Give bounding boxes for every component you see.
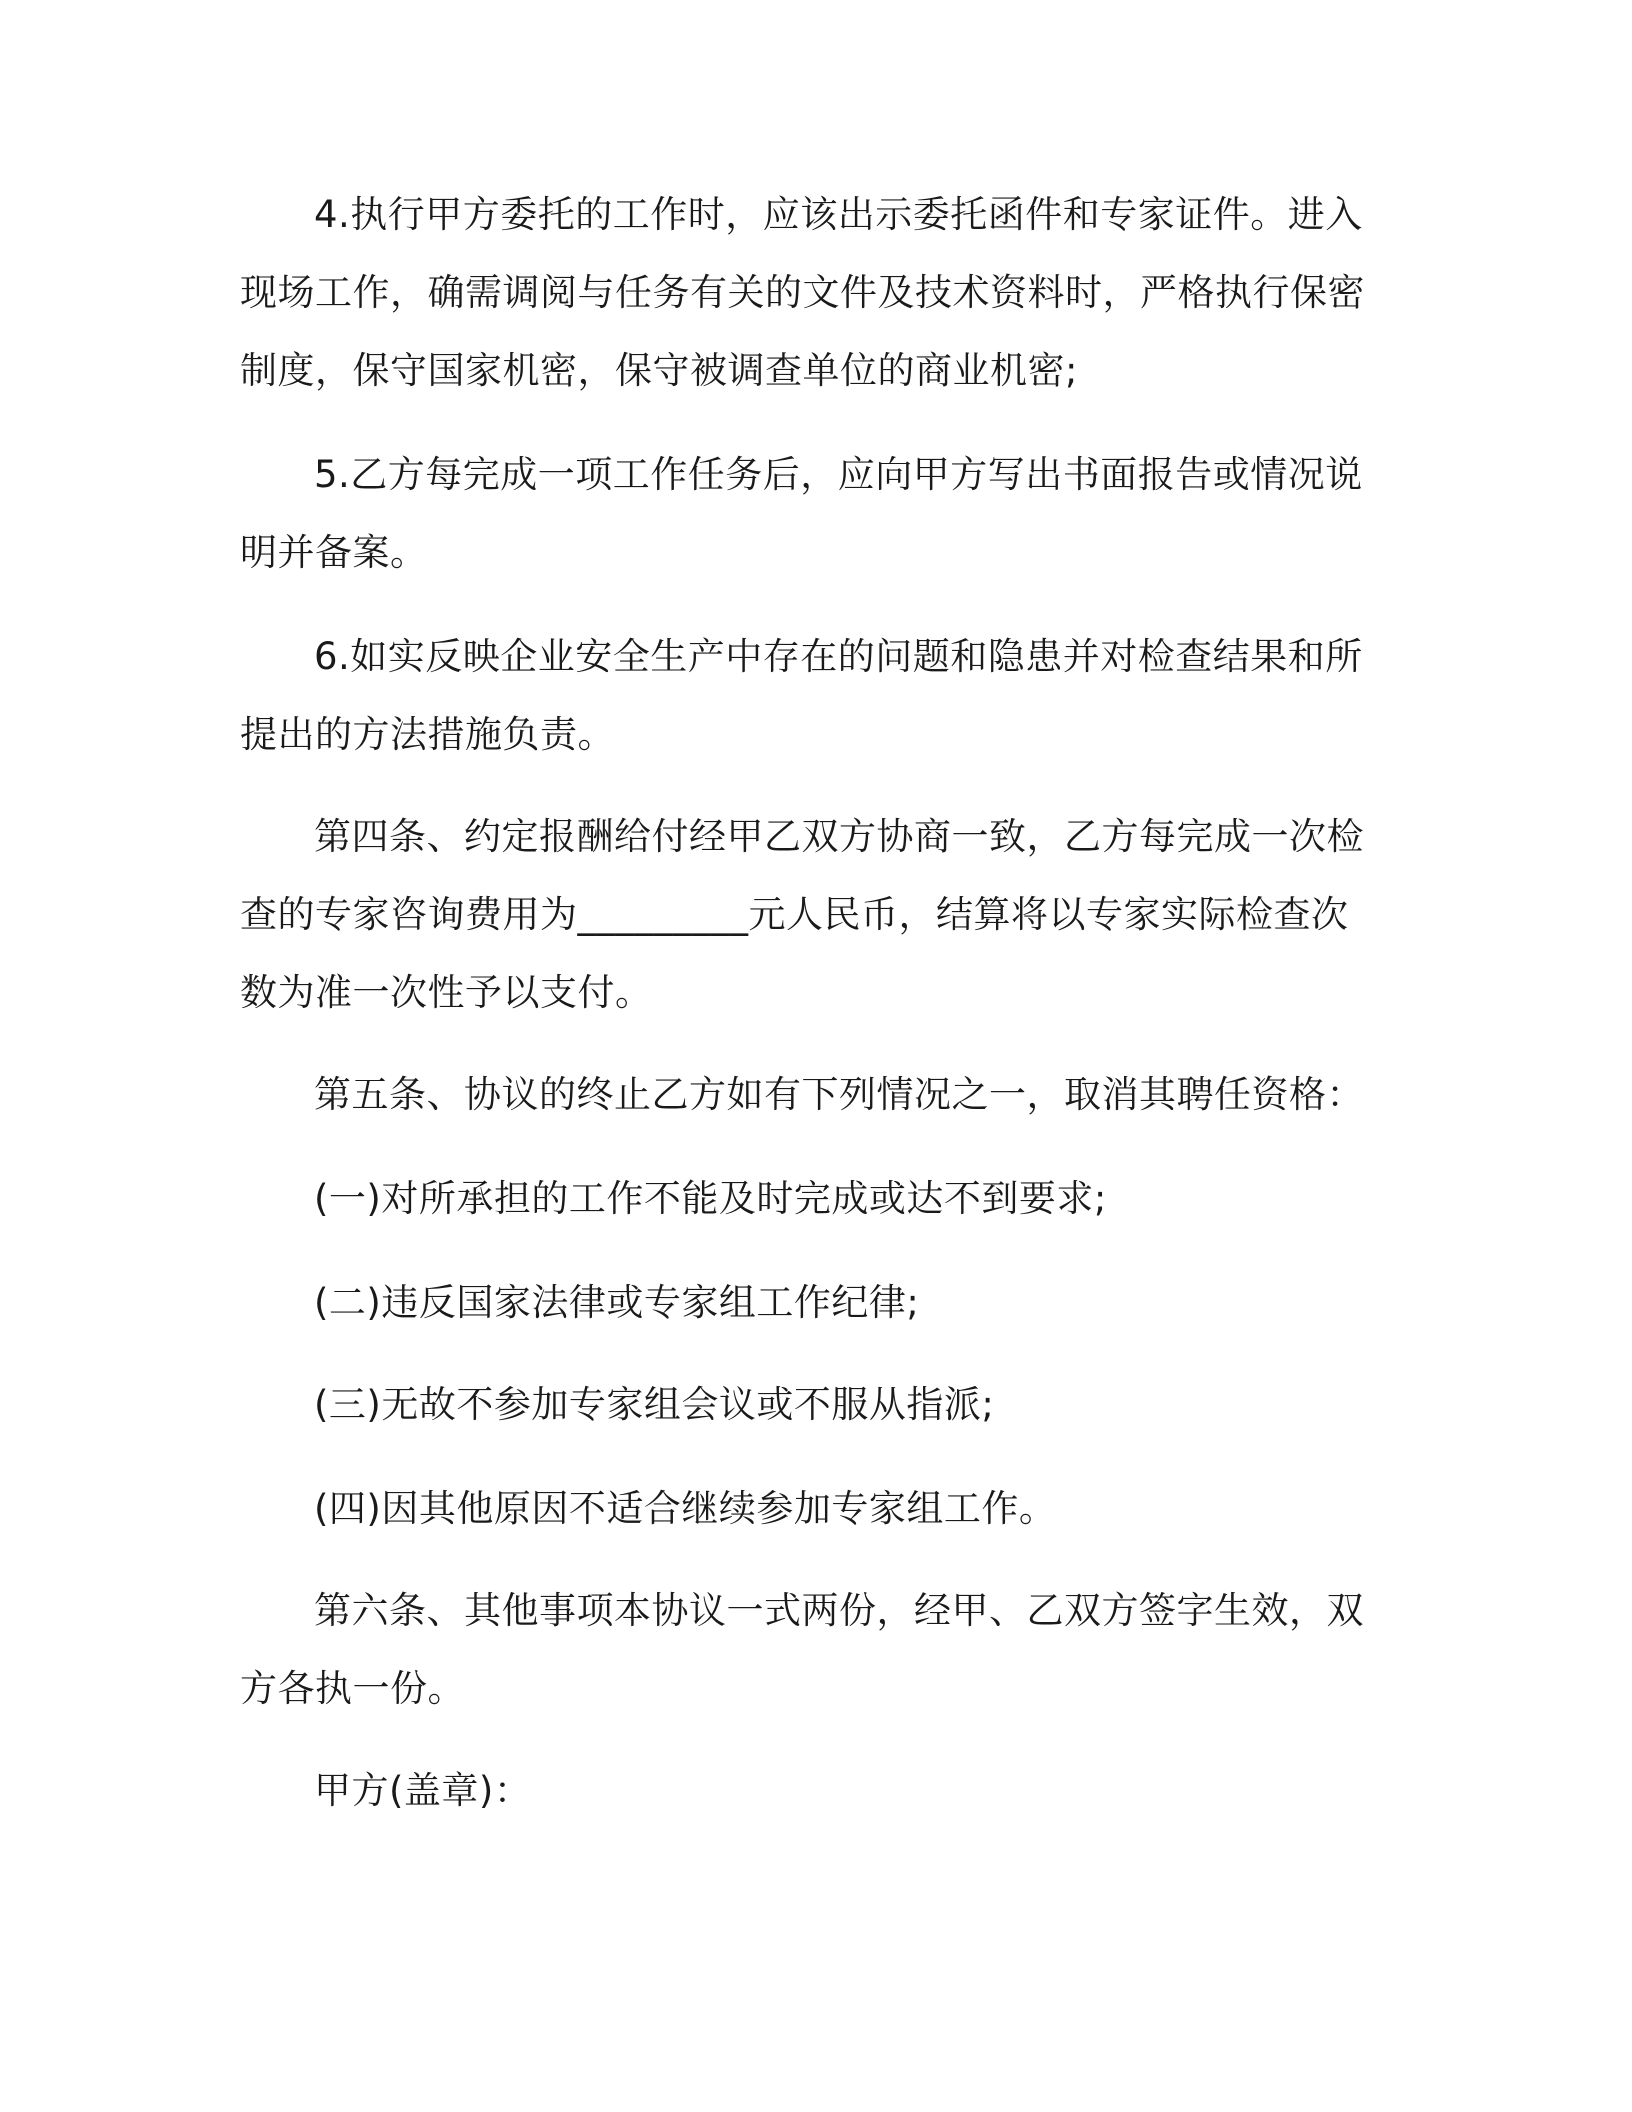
text-line: 6.如实反映企业安全生产中存在的问题和隐患并对检查结果和所 <box>314 635 1363 678</box>
termination-item-2 <box>240 1264 1360 1342</box>
text-line: 提出的方法措施负责。 <box>240 713 615 756</box>
text-line: 制度，保守国家机密，保守被调查单位的商业机密; <box>240 349 1078 392</box>
paragraph-duty-5 <box>240 436 1363 592</box>
text-line: 4.执行甲方委托的工作时，应该出示委托函件和专家证件。进入 <box>314 193 1363 236</box>
text-line: 第五条、协议的终止乙方如有下列情况之一，取消其聘任资格： <box>314 1073 1364 1116</box>
text-line: 5.乙方每完成一项工作任务后，应向甲方写出书面报告或情况说 <box>314 453 1363 496</box>
text-line: 明并备案。 <box>240 531 428 574</box>
article-6-other-matters <box>240 1572 1364 1728</box>
text-line: (三)无故不参加专家组会议或不服从指派; <box>314 1383 995 1426</box>
text-line: 方各执一份。 <box>240 1667 465 1710</box>
text-line: 第四条、约定报酬给付经甲乙双方协商一致，乙方每完成一次检 <box>314 815 1364 858</box>
termination-item-1 <box>240 1160 1360 1238</box>
article-4-remuneration <box>240 798 1364 1032</box>
article-5-termination <box>240 1056 1364 1134</box>
paragraph-duty-6 <box>240 618 1363 774</box>
termination-item-3 <box>240 1366 1360 1444</box>
text-line: 查的专家咨询费用为_________元人民币，结算将以专家实际检查次 <box>240 893 1349 936</box>
text-line: 甲方(盖章)： <box>314 1769 532 1812</box>
text-line: 现场工作，确需调阅与任务有关的文件及技术资料时，严格执行保密 <box>240 271 1365 314</box>
text-line: 数为准一次性予以支付。 <box>240 971 653 1014</box>
party-a-seal-line <box>240 1752 1360 1830</box>
text-line: 第六条、其他事项本协议一式两份，经甲、乙双方签字生效，双 <box>314 1589 1364 1632</box>
text-line: (二)违反国家法律或专家组工作纪律; <box>314 1281 920 1324</box>
text-line: (四)因其他原因不适合继续参加专家组工作。 <box>314 1487 1057 1530</box>
paragraph-duty-4 <box>240 176 1365 410</box>
text-line: (一)对所承担的工作不能及时完成或达不到要求; <box>314 1177 1107 1220</box>
termination-item-4 <box>240 1470 1360 1548</box>
